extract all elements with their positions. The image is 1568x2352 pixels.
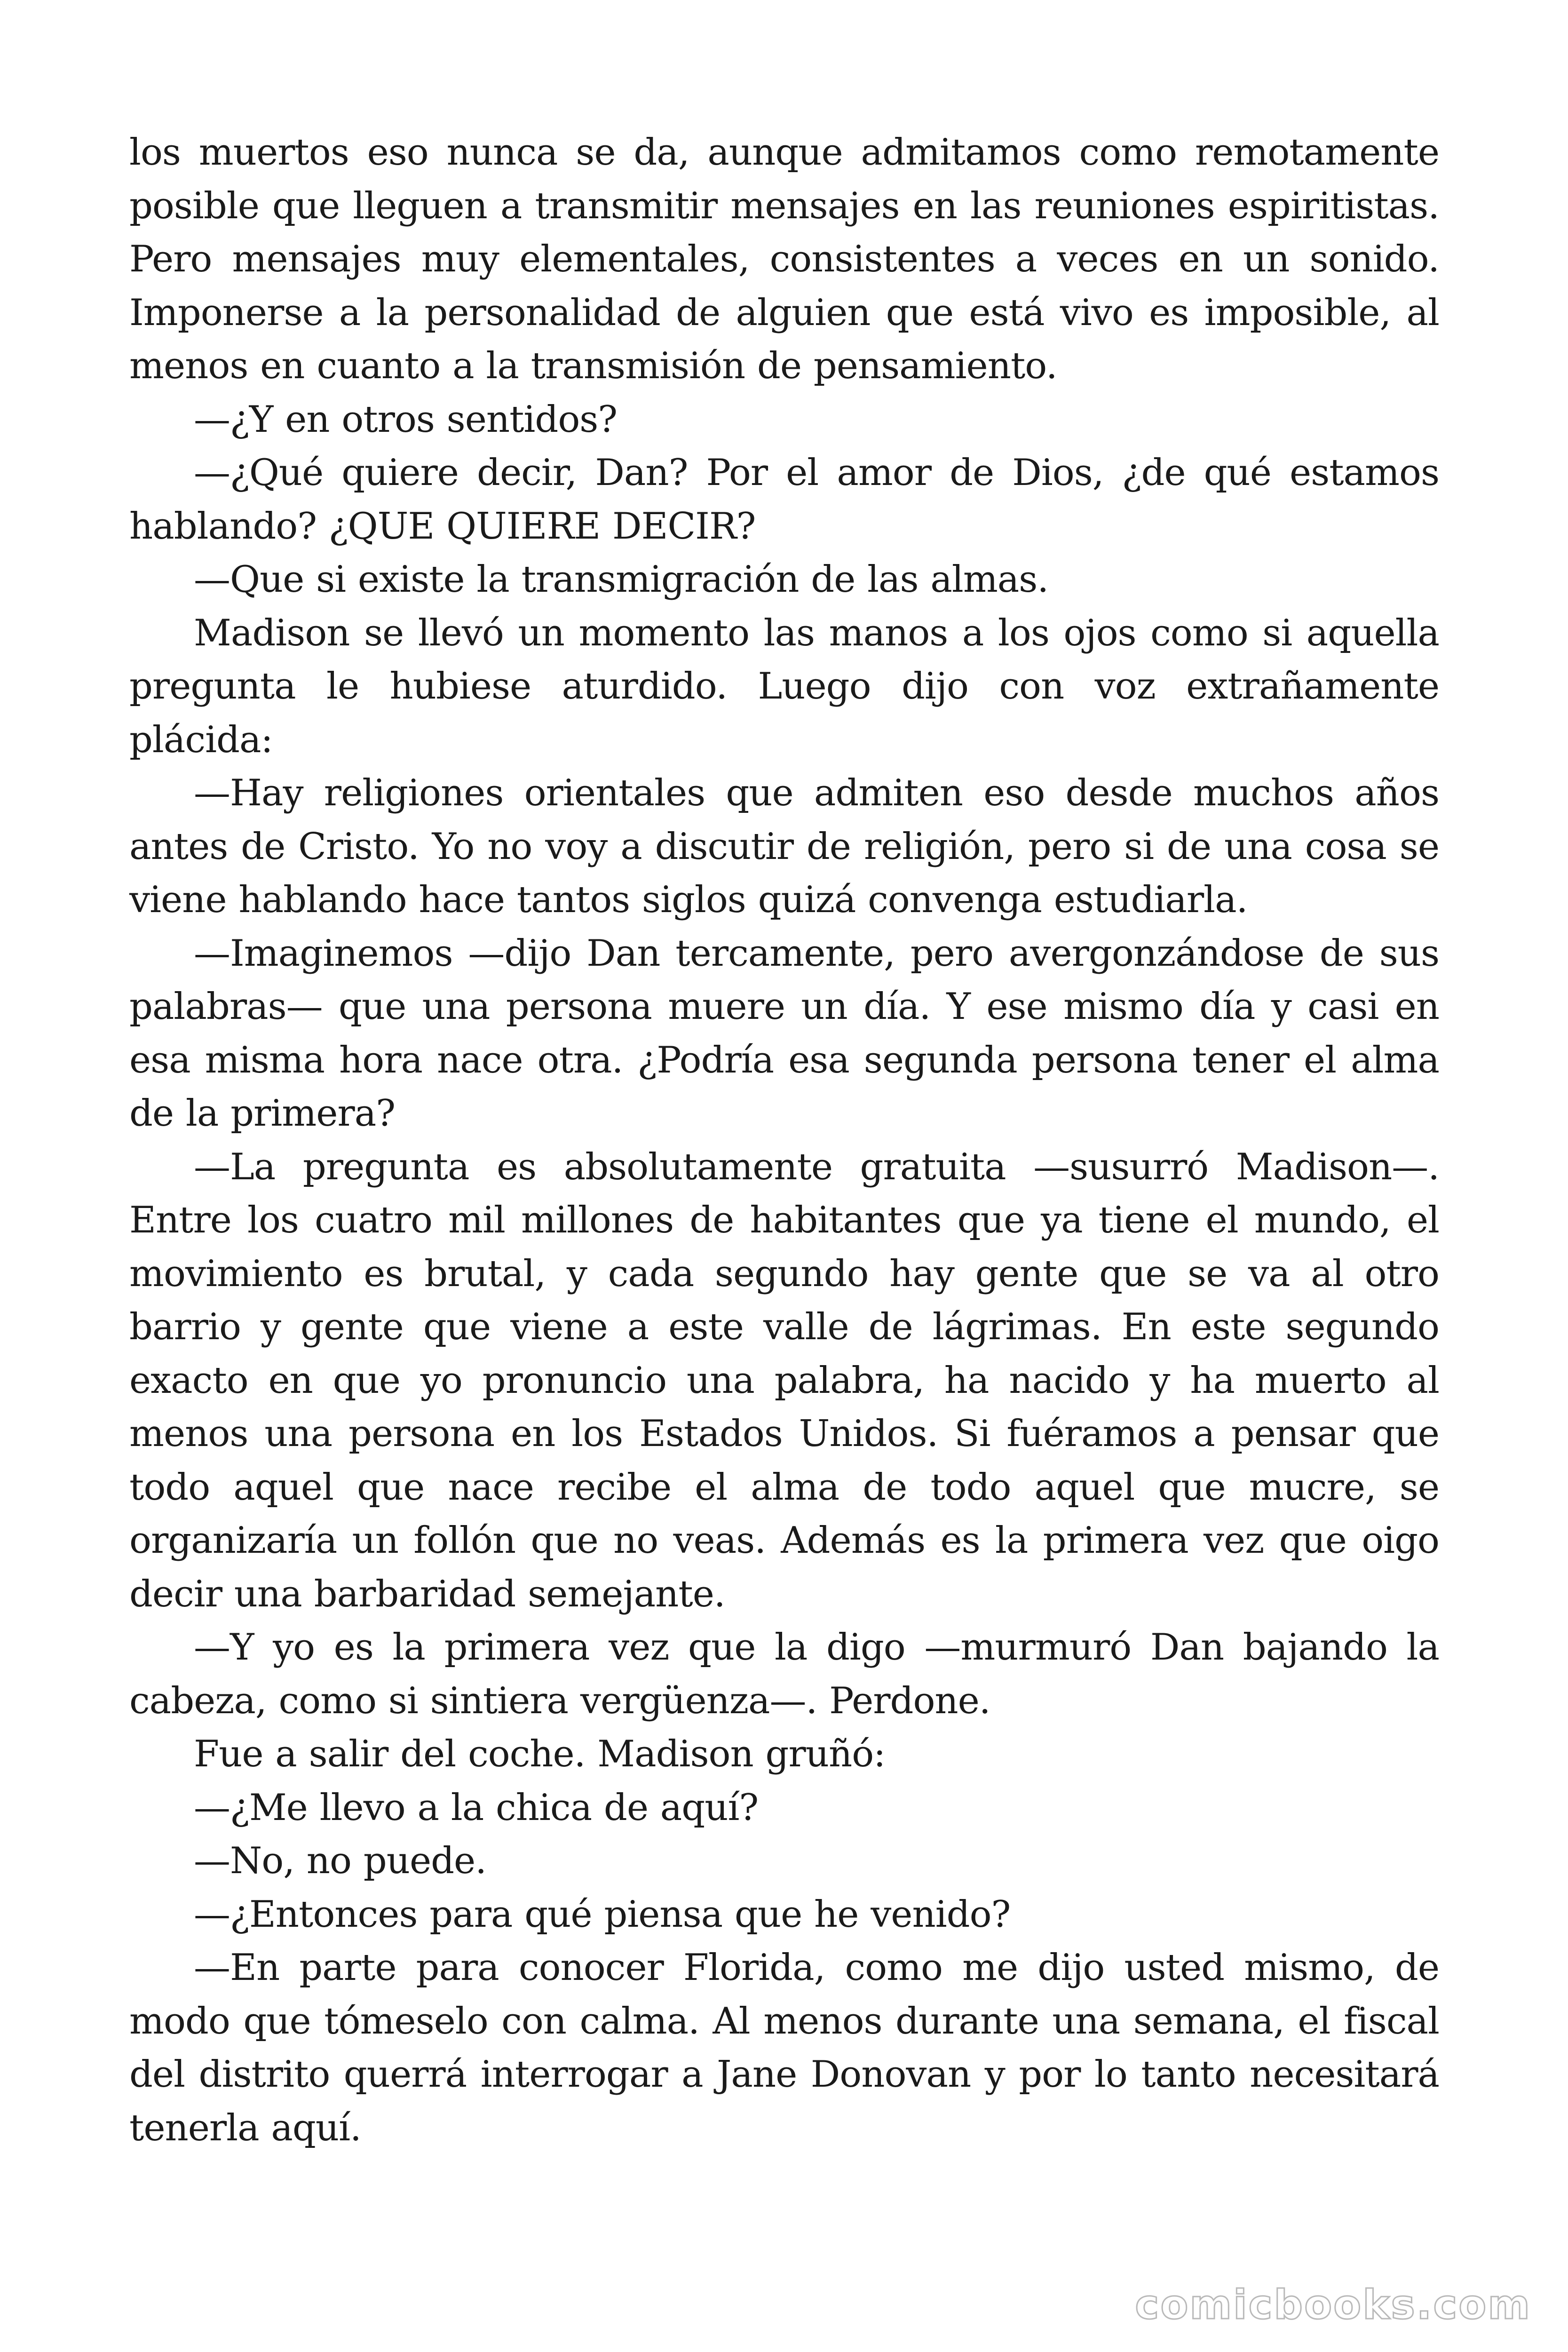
narrative-paragraph: Fue a salir del coche. Madison gruñó: xyxy=(194,1733,886,1775)
dialogue-paragraph: —La pregunta es absolutamente gratuita —susurró Madison—. Entre los cuatro mil millones de habitantes que ya tiene el mundo, el movimiento es brutal, y cada segundo hay gente que se va al otro barrio y gente que viene a este valle de lágrimas. En este segundo exacto en que yo pronuncio una palabra, ha nacido y ha muerto al menos una persona en los Estados Unidos. Si fuéramos a pensar que todo aquel que nace recibe el alma de todo aquel que mucre, se organizaría un follón que no veas. Además es la primera vez que oigo decir una barbaridad semejante. xyxy=(129,1145,1439,1615)
dialogue-paragraph: —¿Me llevo a la chica de aquí? xyxy=(194,1786,759,1829)
dialogue-paragraph: —Imaginemos —dijo Dan tercamente, pero avergonzándose de sus palabras— que una persona muere un día. Y ese mismo día y casi en esa misma hora nace otra. ¿Podría esa segunda persona tener el alma de la primera? xyxy=(129,932,1439,1135)
dialogue-paragraph: —Y yo es la primera vez que la digo —murmuró Dan bajando la cabeza, como si sintiera vergüenza—. Perdone. xyxy=(129,1626,1439,1722)
dialogue-paragraph: —Hay religiones orientales que admiten eso desde muchos años antes de Cristo. Yo no voy a discutir de religión, pero si de una cosa se viene hablando hace tantos siglos quizá convenga estudiarla. xyxy=(129,772,1439,921)
narrative-paragraph: Madison se llevó un momento las manos a los ojos como si aquella pregunta le hubiese aturdido. Luego dijo con voz extrañamente plácida: xyxy=(129,612,1439,761)
page-body xyxy=(129,126,1439,2155)
paragraph-continuation: los muertos eso nunca se da, aunque admitamos como remotamente posible que lleguen a transmitir mensajes en las reuniones espiritistas. Pero mensajes muy elementales, consistentes a veces en un sonido. Imponerse a la personalidad de alguien que está vivo es imposible, al menos en cuanto a la transmisión de pensamiento. xyxy=(129,131,1439,387)
site-watermark: comicbooks.com xyxy=(1135,2281,1531,2328)
dialogue-paragraph: —¿Entonces para qué piensa que he venido? xyxy=(194,1893,1011,1936)
dialogue-paragraph: —En parte para conocer Florida, como me dijo usted mismo, de modo que tómeselo con calma. Al menos durante una semana, el fiscal del distrito querrá interrogar a Jane Donovan y por lo tanto necesitará tenerla aquí. xyxy=(129,1947,1439,2149)
dialogue-paragraph: —¿Y en otros sentidos? xyxy=(194,398,618,441)
dialogue-paragraph: —Que si existe la transmigración de las almas. xyxy=(194,558,1049,601)
dialogue-paragraph: —¿Qué quiere decir, Dan? Por el amor de Dios, ¿de qué estamos hablando? ¿QUE QUIERE DECIR? xyxy=(129,452,1439,548)
dialogue-paragraph: —No, no puede. xyxy=(194,1840,486,1882)
